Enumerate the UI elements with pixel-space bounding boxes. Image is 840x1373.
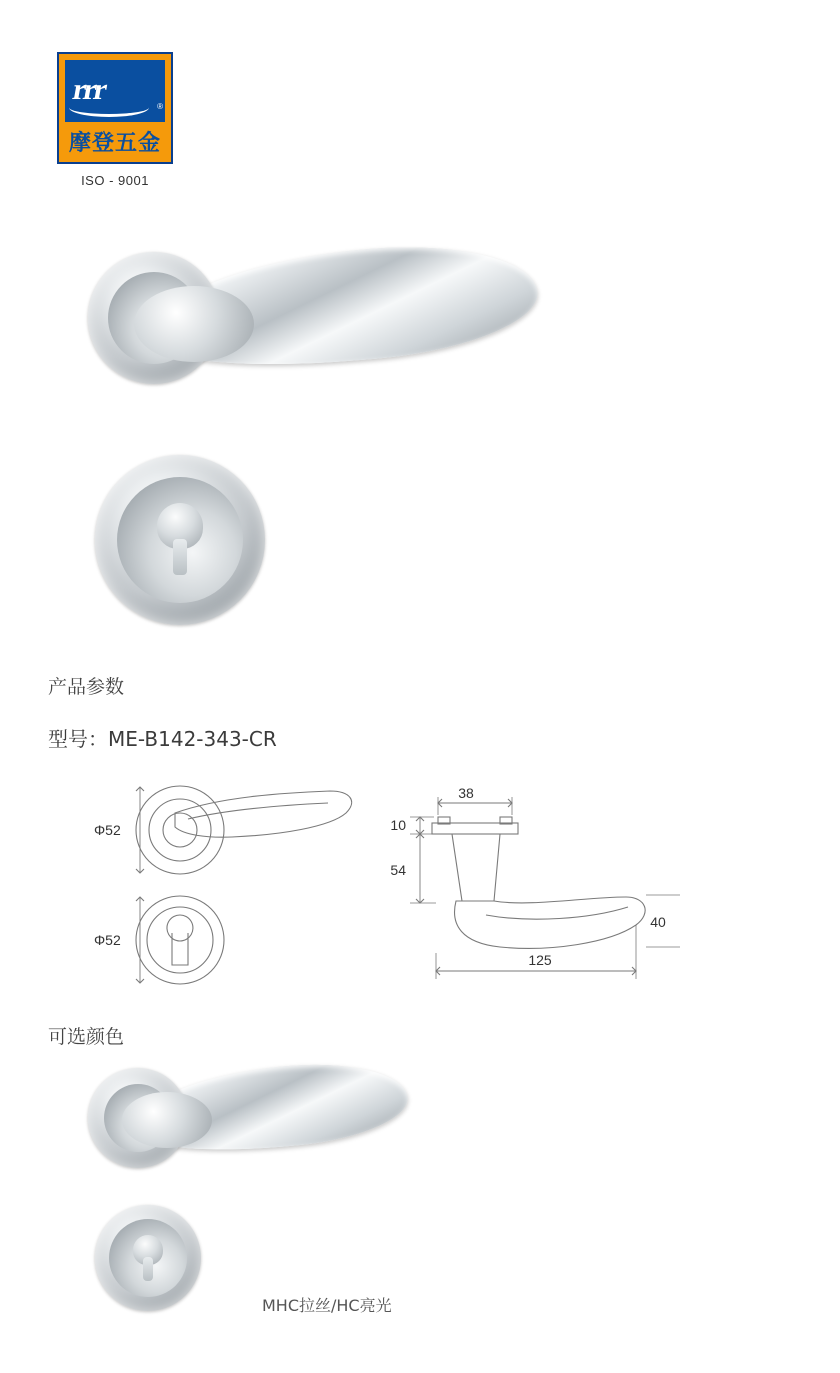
dim-handle-rosette-diameter: Φ52 <box>94 822 121 838</box>
logo-swoosh-icon <box>69 98 149 117</box>
available-colors-title: 可选颜色 <box>48 1026 125 1048</box>
logo-box <box>57 52 173 164</box>
dim-lever-height: 40 <box>650 914 666 930</box>
logo-latin-mark: rrr <box>70 73 107 106</box>
dim-total-length: 125 <box>528 952 552 968</box>
color-option-photo-lever-handle <box>88 1058 408 1178</box>
side-view-svg <box>390 775 720 1005</box>
front-views-svg <box>80 775 380 1005</box>
technical-drawing-side-view <box>390 775 720 1005</box>
brand-logo <box>57 52 173 188</box>
keyhole-slot <box>173 539 187 575</box>
color-option-photo-escutcheon <box>95 1205 201 1311</box>
iso-certification-label: ISO - 9001 <box>81 173 149 188</box>
dim-escutcheon-diameter: Φ52 <box>94 932 121 948</box>
product-photo-lever-handle <box>88 240 538 400</box>
finish-caption: MHC拉丝/HC亮光 <box>262 1296 392 1315</box>
dim-plate-thickness: 10 <box>390 817 406 833</box>
technical-drawing-front-views <box>80 775 380 1005</box>
product-photo-escutcheon <box>95 455 265 625</box>
lever-neck-color <box>122 1092 212 1148</box>
logo-registered-mark: ® <box>157 102 163 111</box>
model-number-line: 型号：ME-B142-343-CR <box>48 727 277 751</box>
dim-top-width: 38 <box>458 785 474 801</box>
product-parameters-title: 产品参数 <box>48 676 125 698</box>
dim-neck-height: 54 <box>390 862 406 878</box>
logo-chinese-name: 摩登五金 <box>68 131 161 156</box>
lever-neck <box>134 286 254 362</box>
keyhole-slot-color <box>143 1257 153 1281</box>
